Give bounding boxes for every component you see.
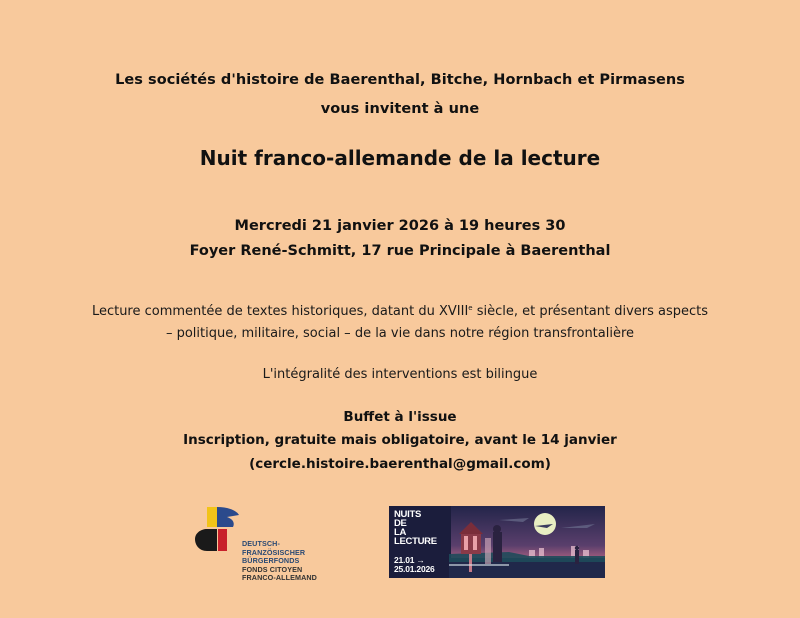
dfb-line-4: FONDS CITOYEN (242, 564, 303, 574)
century-ordinal: e (468, 304, 473, 312)
description-text-b: siècle, et présentant divers aspects (472, 304, 709, 319)
registration-note: Inscription, gratuite mais obligatoire, avant le 14 janvier (183, 432, 617, 448)
dfb-line-5: FRANCO-ALLEMAND (242, 573, 317, 583)
event-date: Mercredi 21 janvier 2026 à 19 heures 30 (234, 218, 566, 234)
ndl-title-line-3: LA (394, 527, 407, 538)
contact-email[interactable]: (cercle.histoire.baerenthal@gmail.com) (249, 456, 551, 472)
ndl-dates (394, 556, 435, 573)
bilingual-note: L'intégralité des interventions est bilingue (262, 367, 538, 382)
ndl-title-line-4: LECTURE (394, 536, 437, 547)
dfb-logo-text (242, 540, 317, 583)
event-title: Nuit franco-allemande de la lecture (199, 146, 601, 170)
ndl-dates-line-2: 25.01.2026 (394, 563, 435, 574)
intro-line-invite: vous invitent à une (320, 101, 480, 117)
ndl-dates-line-1: 21.01 → (394, 555, 425, 565)
dfb-line-1: DEUTSCH- (242, 539, 280, 548)
dfb-line-2: FRANZÖSISCHER (242, 547, 306, 557)
dfb-logo (193, 505, 317, 583)
ndl-title-line-2: DE (394, 518, 407, 529)
description-text-a: Lecture commentée de textes historiques, datant du XVIII (91, 304, 469, 319)
description-line-1 (0, 304, 800, 319)
ndl-title (394, 510, 437, 546)
deutsch-franzoesischer-buergerfonds-logo-icon (193, 505, 241, 553)
ndl-title-line-1: NUITS (394, 509, 422, 520)
event-location: Foyer René-Schmitt, 17 rue Principale à Baerenthal (189, 243, 611, 259)
intro-line-organizers: Les sociétés d'histoire de Baerenthal, Bitche, Hornbach et Pirmasens (115, 72, 685, 88)
buffet-note: Buffet à l'issue (343, 409, 457, 425)
description-line-2: – politique, militaire, social – de la vie dans notre région transfrontalière (165, 326, 635, 341)
nuits-de-la-lecture-banner (389, 506, 605, 578)
dfb-line-3: BÜRGERFONDS (242, 556, 300, 566)
